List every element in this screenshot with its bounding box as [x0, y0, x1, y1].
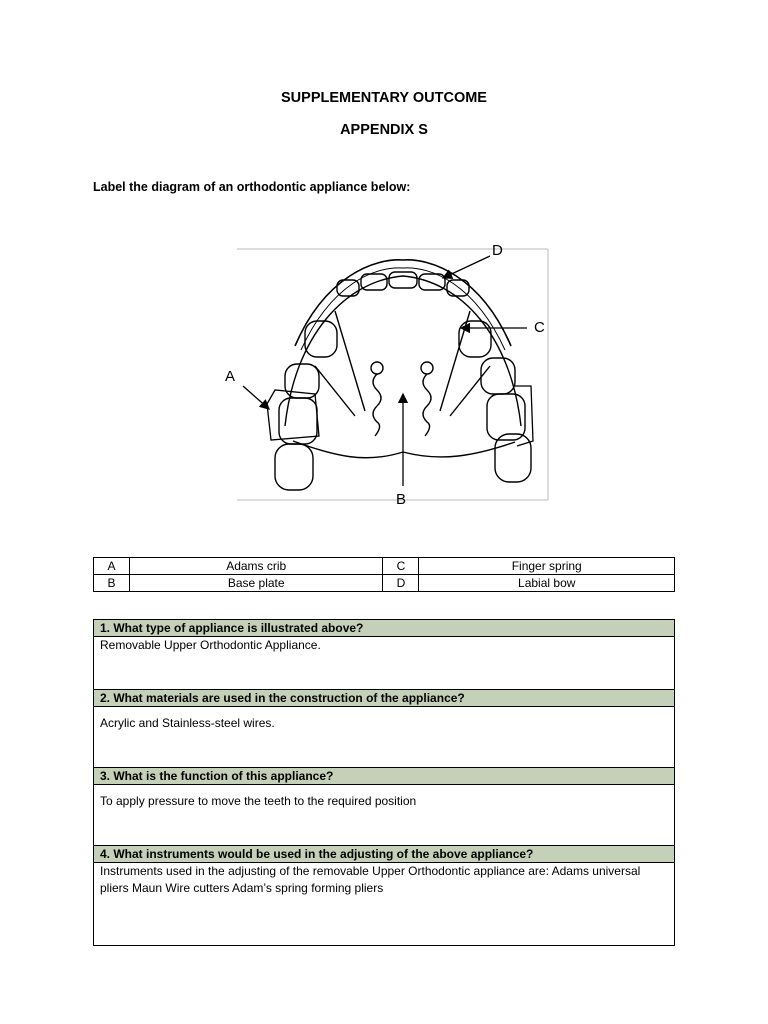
diagram-label-c: C: [534, 319, 545, 336]
answer-1: Removable Upper Orthodontic Appliance.: [94, 637, 675, 690]
legend-key: D: [383, 575, 419, 592]
question-answer-table: [93, 619, 675, 946]
legend-value: Adams crib: [129, 558, 383, 575]
legend-value: Labial bow: [419, 575, 675, 592]
question-2: 2. What materials are used in the construction of the appliance?: [94, 690, 675, 707]
question-1: 1. What type of appliance is illustrated above?: [94, 620, 675, 637]
legend-value: Base plate: [129, 575, 383, 592]
table-row: [94, 558, 675, 575]
label-legend-table: [93, 557, 675, 592]
diagram-label-d: D: [492, 242, 503, 259]
legend-key: C: [383, 558, 419, 575]
table-row: [94, 575, 675, 592]
question-3: 3. What is the function of this appliance?: [94, 768, 675, 785]
answer-3: To apply pressure to move the teeth to the required position: [94, 785, 675, 846]
appliance-diagram: [215, 236, 565, 516]
legend-key: B: [94, 575, 130, 592]
legend-key: A: [94, 558, 130, 575]
answer-2: Acrylic and Stainless-steel wires.: [94, 707, 675, 768]
diagram-label-b: B: [396, 491, 407, 508]
question-4: 4. What instruments would be used in the adjusting of the above appliance?: [94, 846, 675, 863]
legend-value: Finger spring: [419, 558, 675, 575]
answer-4: Instruments used in the adjusting of the removable Upper Orthodontic appliance are: Adams universal pliers Maun Wire cutters Adam’s spring forming pliers: [94, 863, 675, 946]
page-title: SUPPLEMENTARY OUTCOME: [281, 90, 487, 106]
diagram-label-a: A: [225, 368, 236, 385]
page-subtitle: APPENDIX S: [340, 122, 428, 138]
instruction-text: Label the diagram of an orthodontic appliance below:: [93, 180, 411, 194]
base-plate: [267, 260, 533, 490]
